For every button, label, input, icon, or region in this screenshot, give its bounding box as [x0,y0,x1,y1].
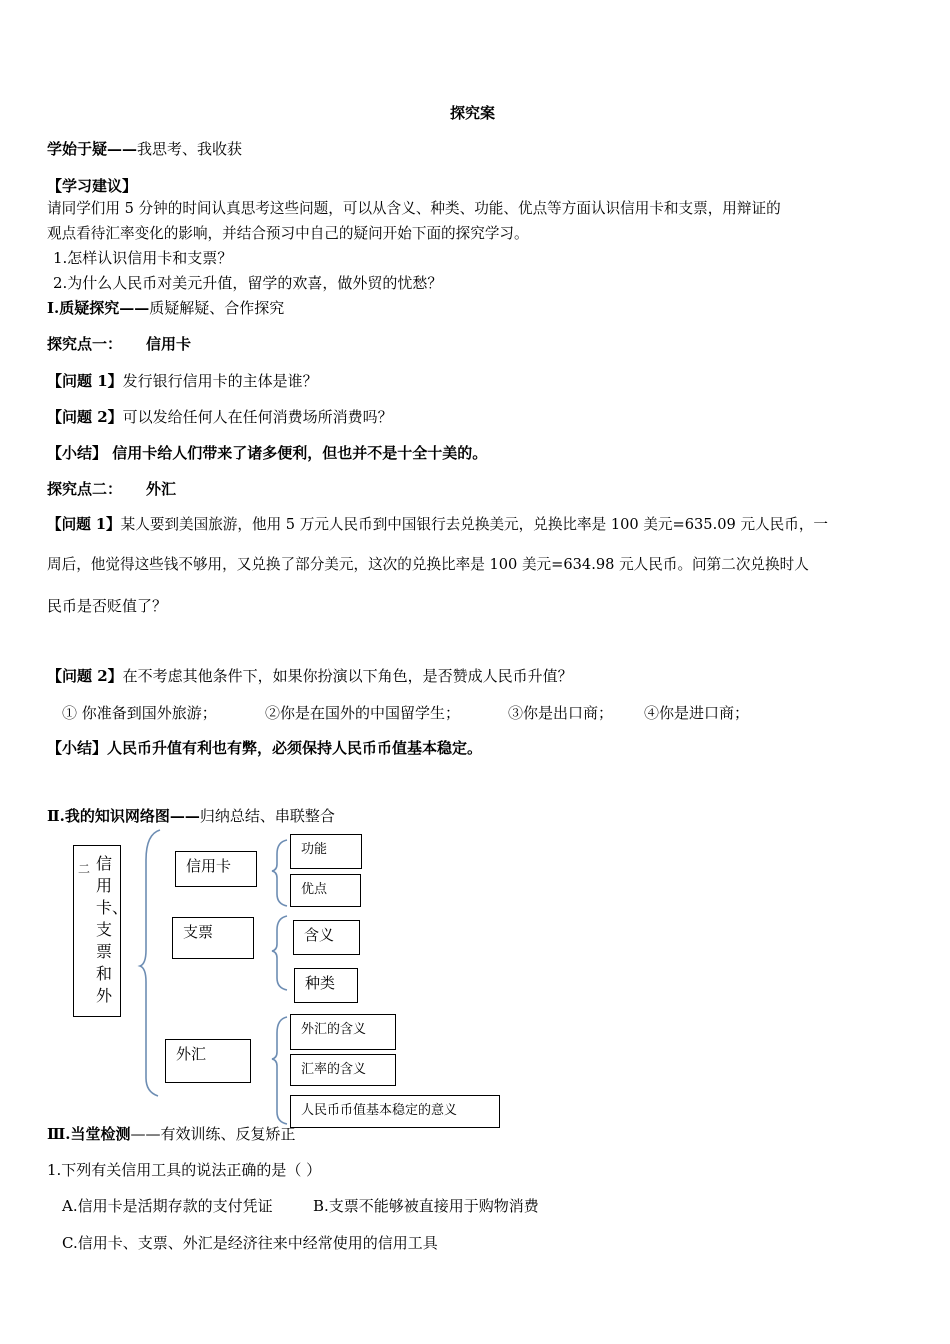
quiz-question-1: 1.下列有关信用工具的说法正确的是（ ） [47,1161,322,1179]
point1-q1-tag: 【问题 1】 [47,372,123,390]
point2-q1-tag: 【问题 1】 [47,516,121,533]
mindmap-root-label: 信用卡、支票和外 [96,854,129,1005]
leaf-rate-meaning: 汇率的含义 [290,1054,396,1086]
leaf-stability-significance: 人民币币值基本稳定的意义 [290,1095,500,1128]
point1-summary: 【小结】 信用卡给人们带来了诸多便利，但也并不是十全十美的。 [47,444,488,462]
point1-q2-text: 可以发给任何人在任何消费场所消费吗？ [122,408,393,426]
leaf-function: 功能 [290,834,362,869]
role-3: ③你是出口商； [508,704,614,722]
quiz-option-c: C.信用卡、支票、外汇是经济往来中经常使用的信用工具 [62,1234,438,1252]
part2-tail: 归纳总结、串联整合 [199,807,335,825]
quiz-option-a: A.信用卡是活期存款的支付凭证 [62,1197,273,1215]
role-2: ②你是在国外的中国留学生； [265,704,461,722]
advice-line-1: 请同学们用 5 分钟的时间认真思考这些问题，可以从含义、种类、功能、优点等方面认识信用卡和支票，用辩证的 [47,200,781,217]
leaf-forex-meaning: 外汇的含义 [290,1014,396,1050]
leaf-meaning: 含义 [293,920,360,955]
leaf-advantage: 优点 [290,874,361,907]
point2-label: 探究点二： [47,480,123,498]
branch-forex: 外汇 [165,1039,251,1083]
leaf-types: 种类 [294,968,358,1003]
advice-question-2: 2.为什么人民币对美元升值，留学的欢喜，做外贸的忧愁？ [53,274,443,292]
part3-tail: ——有效训练、反复矫正 [130,1125,296,1143]
point2-question-1-line-2: 周后，他觉得这些钱不够用，又兑换了部分美元，这次的兑换比率是 100 美元=634.98 元人民币。问第二次兑换时人 [47,556,809,573]
part1-tail: 质疑解疑、合作探究 [149,299,285,317]
part2-head: Ⅱ.我的知识网络图—— [47,807,200,825]
role-1: ① 你准备到国外旅游； [62,704,217,722]
point1-label: 探究点一： [47,335,123,353]
advice-line-2: 观点看待汇率变化的影响，并结合预习中自己的疑问开始下面的探究学习。 [47,225,529,242]
part1-head: Ⅰ.质疑探究—— [47,299,150,317]
quiz-option-b: B.支票不能够被直接用于购物消费 [313,1197,539,1215]
point2-question-1-line-3: 民币是否贬值了？ [47,597,168,615]
root-mark: 二 [78,862,91,876]
point1-q2-tag: 【问题 2】 [47,408,123,426]
advice-heading: 【学习建议】 [47,177,138,195]
section-intro-head: 学始于疑—— [47,140,138,158]
advice-question-1: 1.怎样认识信用卡和支票？ [53,249,233,267]
point1-q1-text: 发行银行信用卡的主体是谁？ [122,372,318,390]
role-4: ④你是进口商； [644,704,750,722]
point2-name: 外汇 [146,480,177,498]
point2-q2-tag: 【问题 2】 [47,667,123,685]
branch-check: 支票 [172,917,254,959]
point2-q2-text: 在不考虑其他条件下，如果你扮演以下角色，是否赞成人民币升值？ [122,667,573,685]
part3-head: Ⅲ.当堂检测 [47,1125,131,1143]
section-intro-tail: 我思考、我收获 [137,140,243,158]
point2-q1-text: 某人要到美国旅游，他用 5 万元人民币到中国银行去兑换美元，兑换比率是 100 美元=635.09 元人民币，一 [120,516,829,533]
branch-credit-card: 信用卡 [175,851,257,887]
page-title: 探究案 [450,104,496,122]
point1-name: 信用卡 [146,335,192,353]
part3-heading [47,1124,296,1144]
point2-summary: 【小结】人民币升值有利也有弊，必须保持人民币币值基本稳定。 [47,739,483,757]
